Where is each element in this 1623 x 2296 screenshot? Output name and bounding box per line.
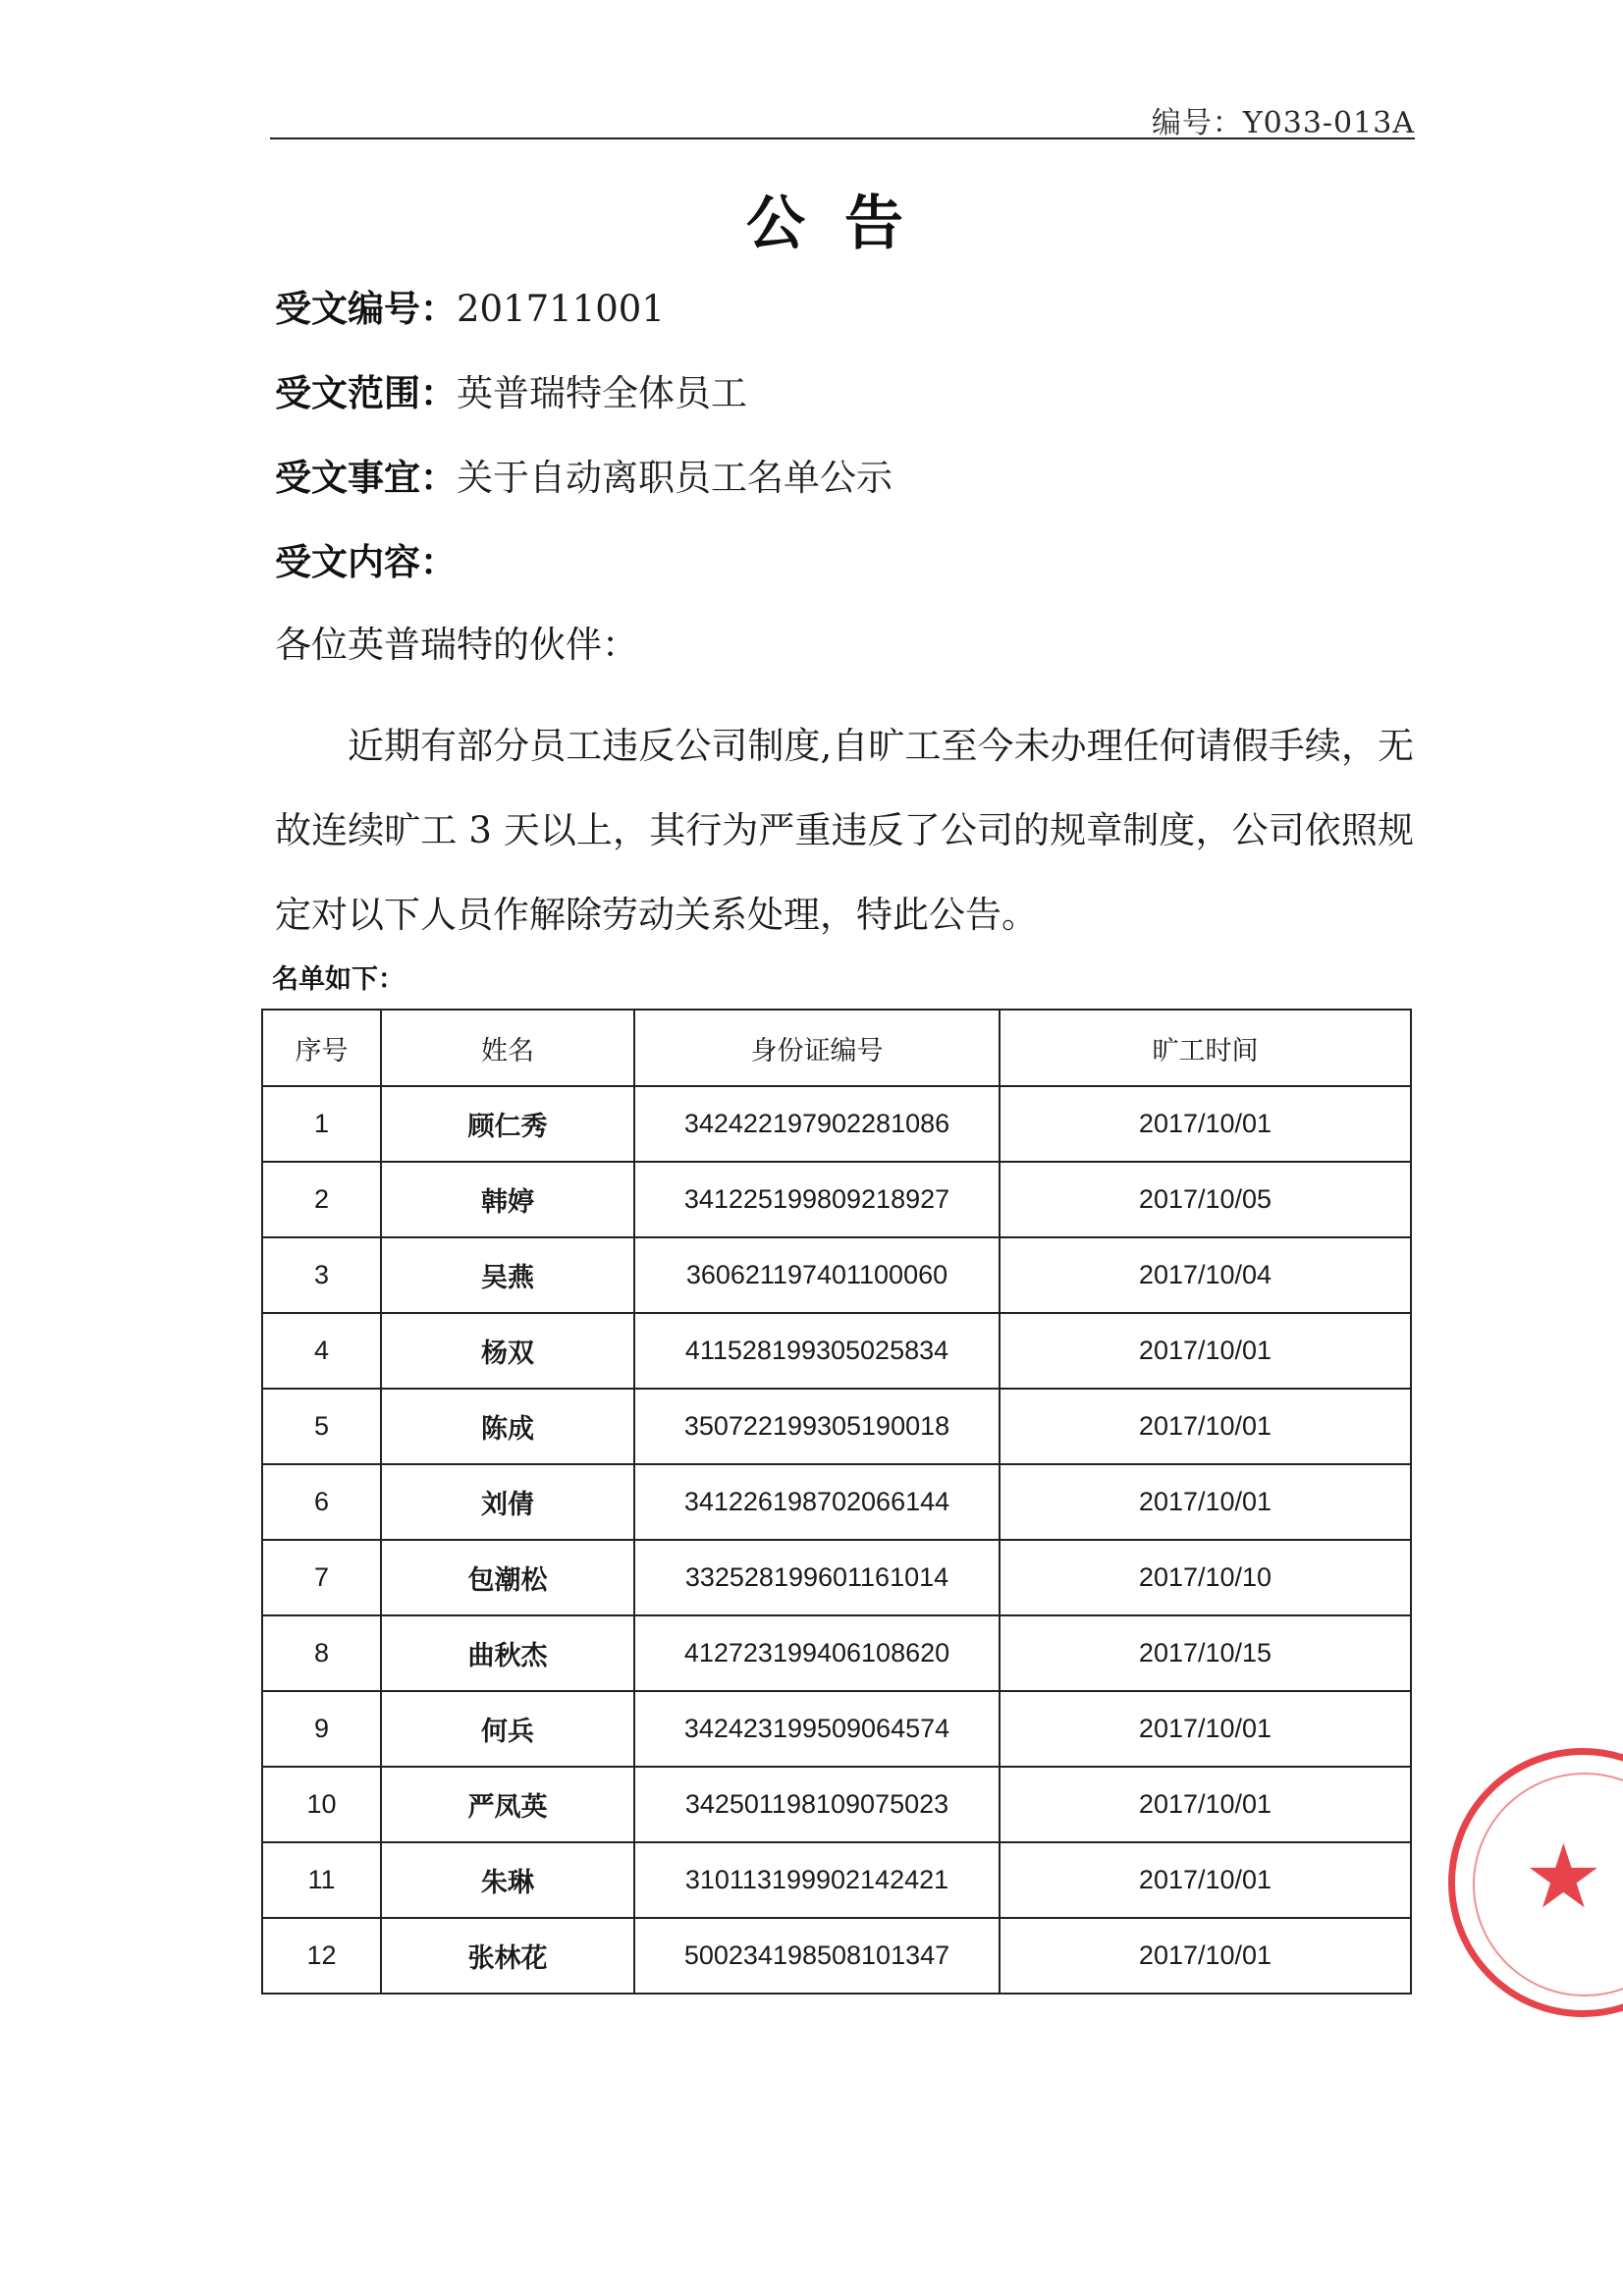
cell-absence-date: 2017/10/01 — [1000, 1389, 1411, 1464]
header-id-number: 身份证编号 — [634, 1010, 1000, 1086]
cell-name: 刘倩 — [381, 1464, 634, 1540]
company-seal — [1448, 1748, 1623, 2017]
cell-name: 何兵 — [381, 1691, 634, 1767]
table-row — [262, 1086, 1411, 1162]
cell-id-number: 341226198702066144 — [634, 1464, 1000, 1540]
table-row — [262, 1767, 1411, 1842]
field-value: 英普瑞特全体员工 — [457, 372, 747, 414]
cell-index: 7 — [262, 1540, 381, 1615]
cell-absence-date: 2017/10/01 — [1000, 1313, 1411, 1389]
cell-index: 4 — [262, 1313, 381, 1389]
header-absence-date: 旷工时间 — [1000, 1010, 1411, 1086]
cell-id-number: 360621197401100060 — [634, 1237, 1000, 1313]
list-label: 名单如下： — [272, 964, 405, 995]
cell-name: 张林花 — [381, 1918, 634, 1994]
cell-name: 严凤英 — [381, 1767, 634, 1842]
field-value: 关于自动离职员工名单公示 — [457, 457, 893, 499]
cell-index: 6 — [262, 1464, 381, 1540]
cell-id-number: 500234198508101347 — [634, 1918, 1000, 1994]
table-row — [262, 1464, 1411, 1540]
cell-index: 12 — [262, 1918, 381, 1994]
cell-id-number: 341225199809218927 — [634, 1162, 1000, 1237]
header-index: 序号 — [262, 1010, 381, 1086]
cell-name: 陈成 — [381, 1389, 634, 1464]
cell-id-number: 332528199601161014 — [634, 1540, 1000, 1615]
cell-id-number: 342423199509064574 — [634, 1691, 1000, 1767]
cell-index: 2 — [262, 1162, 381, 1237]
seal-star-icon: ★ — [1524, 1826, 1603, 1929]
cell-id-number: 342501198109075023 — [634, 1767, 1000, 1842]
table-row — [262, 1615, 1411, 1691]
cell-name: 吴燕 — [381, 1237, 634, 1313]
field-content — [275, 538, 457, 586]
field-scope — [275, 369, 747, 417]
cell-id-number: 411528199305025834 — [634, 1313, 1000, 1389]
field-label: 受文编号： — [275, 287, 457, 330]
cell-name: 包潮松 — [381, 1540, 634, 1615]
field-label: 受文事宜： — [275, 456, 457, 499]
cell-index: 8 — [262, 1615, 381, 1691]
document-title: 公告 — [746, 190, 943, 258]
cell-absence-date: 2017/10/01 — [1000, 1464, 1411, 1540]
cell-absence-date: 2017/10/15 — [1000, 1615, 1411, 1691]
table-row — [262, 1237, 1411, 1313]
cell-id-number: 342422197902281086 — [634, 1086, 1000, 1162]
document-code: 编号：Y033-013A — [1151, 106, 1415, 140]
table-row — [262, 1162, 1411, 1237]
cell-absence-date: 2017/10/01 — [1000, 1691, 1411, 1767]
cell-absence-date: 2017/10/01 — [1000, 1086, 1411, 1162]
table-header-row — [262, 1010, 1411, 1086]
cell-id-number: 350722199305190018 — [634, 1389, 1000, 1464]
header-rule — [270, 137, 1415, 139]
cell-index: 3 — [262, 1237, 381, 1313]
cell-id-number: 310113199902142421 — [634, 1842, 1000, 1918]
cell-name: 曲秋杰 — [381, 1615, 634, 1691]
field-label: 受文范围： — [275, 371, 457, 414]
cell-absence-date: 2017/10/10 — [1000, 1540, 1411, 1615]
field-subject — [275, 454, 893, 502]
table-row — [262, 1691, 1411, 1767]
cell-absence-date: 2017/10/01 — [1000, 1918, 1411, 1994]
cell-index: 9 — [262, 1691, 381, 1767]
cell-absence-date: 2017/10/04 — [1000, 1237, 1411, 1313]
greeting: 各位英普瑞特的伙伴： — [275, 624, 638, 666]
cell-index: 5 — [262, 1389, 381, 1464]
cell-absence-date: 2017/10/05 — [1000, 1162, 1411, 1237]
table-row — [262, 1918, 1411, 1994]
cell-name: 韩婷 — [381, 1162, 634, 1237]
table-row — [262, 1842, 1411, 1918]
cell-index: 11 — [262, 1842, 381, 1918]
cell-absence-date: 2017/10/01 — [1000, 1842, 1411, 1918]
field-label: 受文内容： — [275, 540, 457, 583]
table-row — [262, 1313, 1411, 1389]
cell-name: 杨双 — [381, 1313, 634, 1389]
cell-name: 朱琳 — [381, 1842, 634, 1918]
header-name: 姓名 — [381, 1010, 634, 1086]
cell-id-number: 412723199406108620 — [634, 1615, 1000, 1691]
cell-absence-date: 2017/10/01 — [1000, 1767, 1411, 1842]
field-value: 201711001 — [457, 288, 665, 330]
field-document-number — [275, 285, 665, 333]
table-row — [262, 1389, 1411, 1464]
body-paragraph: 近期有部分员工违反公司制度,自旷工至今未办理任何请假手续，无故连续旷工 3 天以上，其行为严重违反了公司的规章制度，公司依照规定对以下人员作解除劳动关系处理，特此公告。 — [275, 725, 1414, 936]
dismissal-table — [261, 1009, 1412, 1995]
cell-name: 顾仁秀 — [381, 1086, 634, 1162]
cell-index: 10 — [262, 1767, 381, 1842]
table-row — [262, 1540, 1411, 1615]
cell-index: 1 — [262, 1086, 381, 1162]
